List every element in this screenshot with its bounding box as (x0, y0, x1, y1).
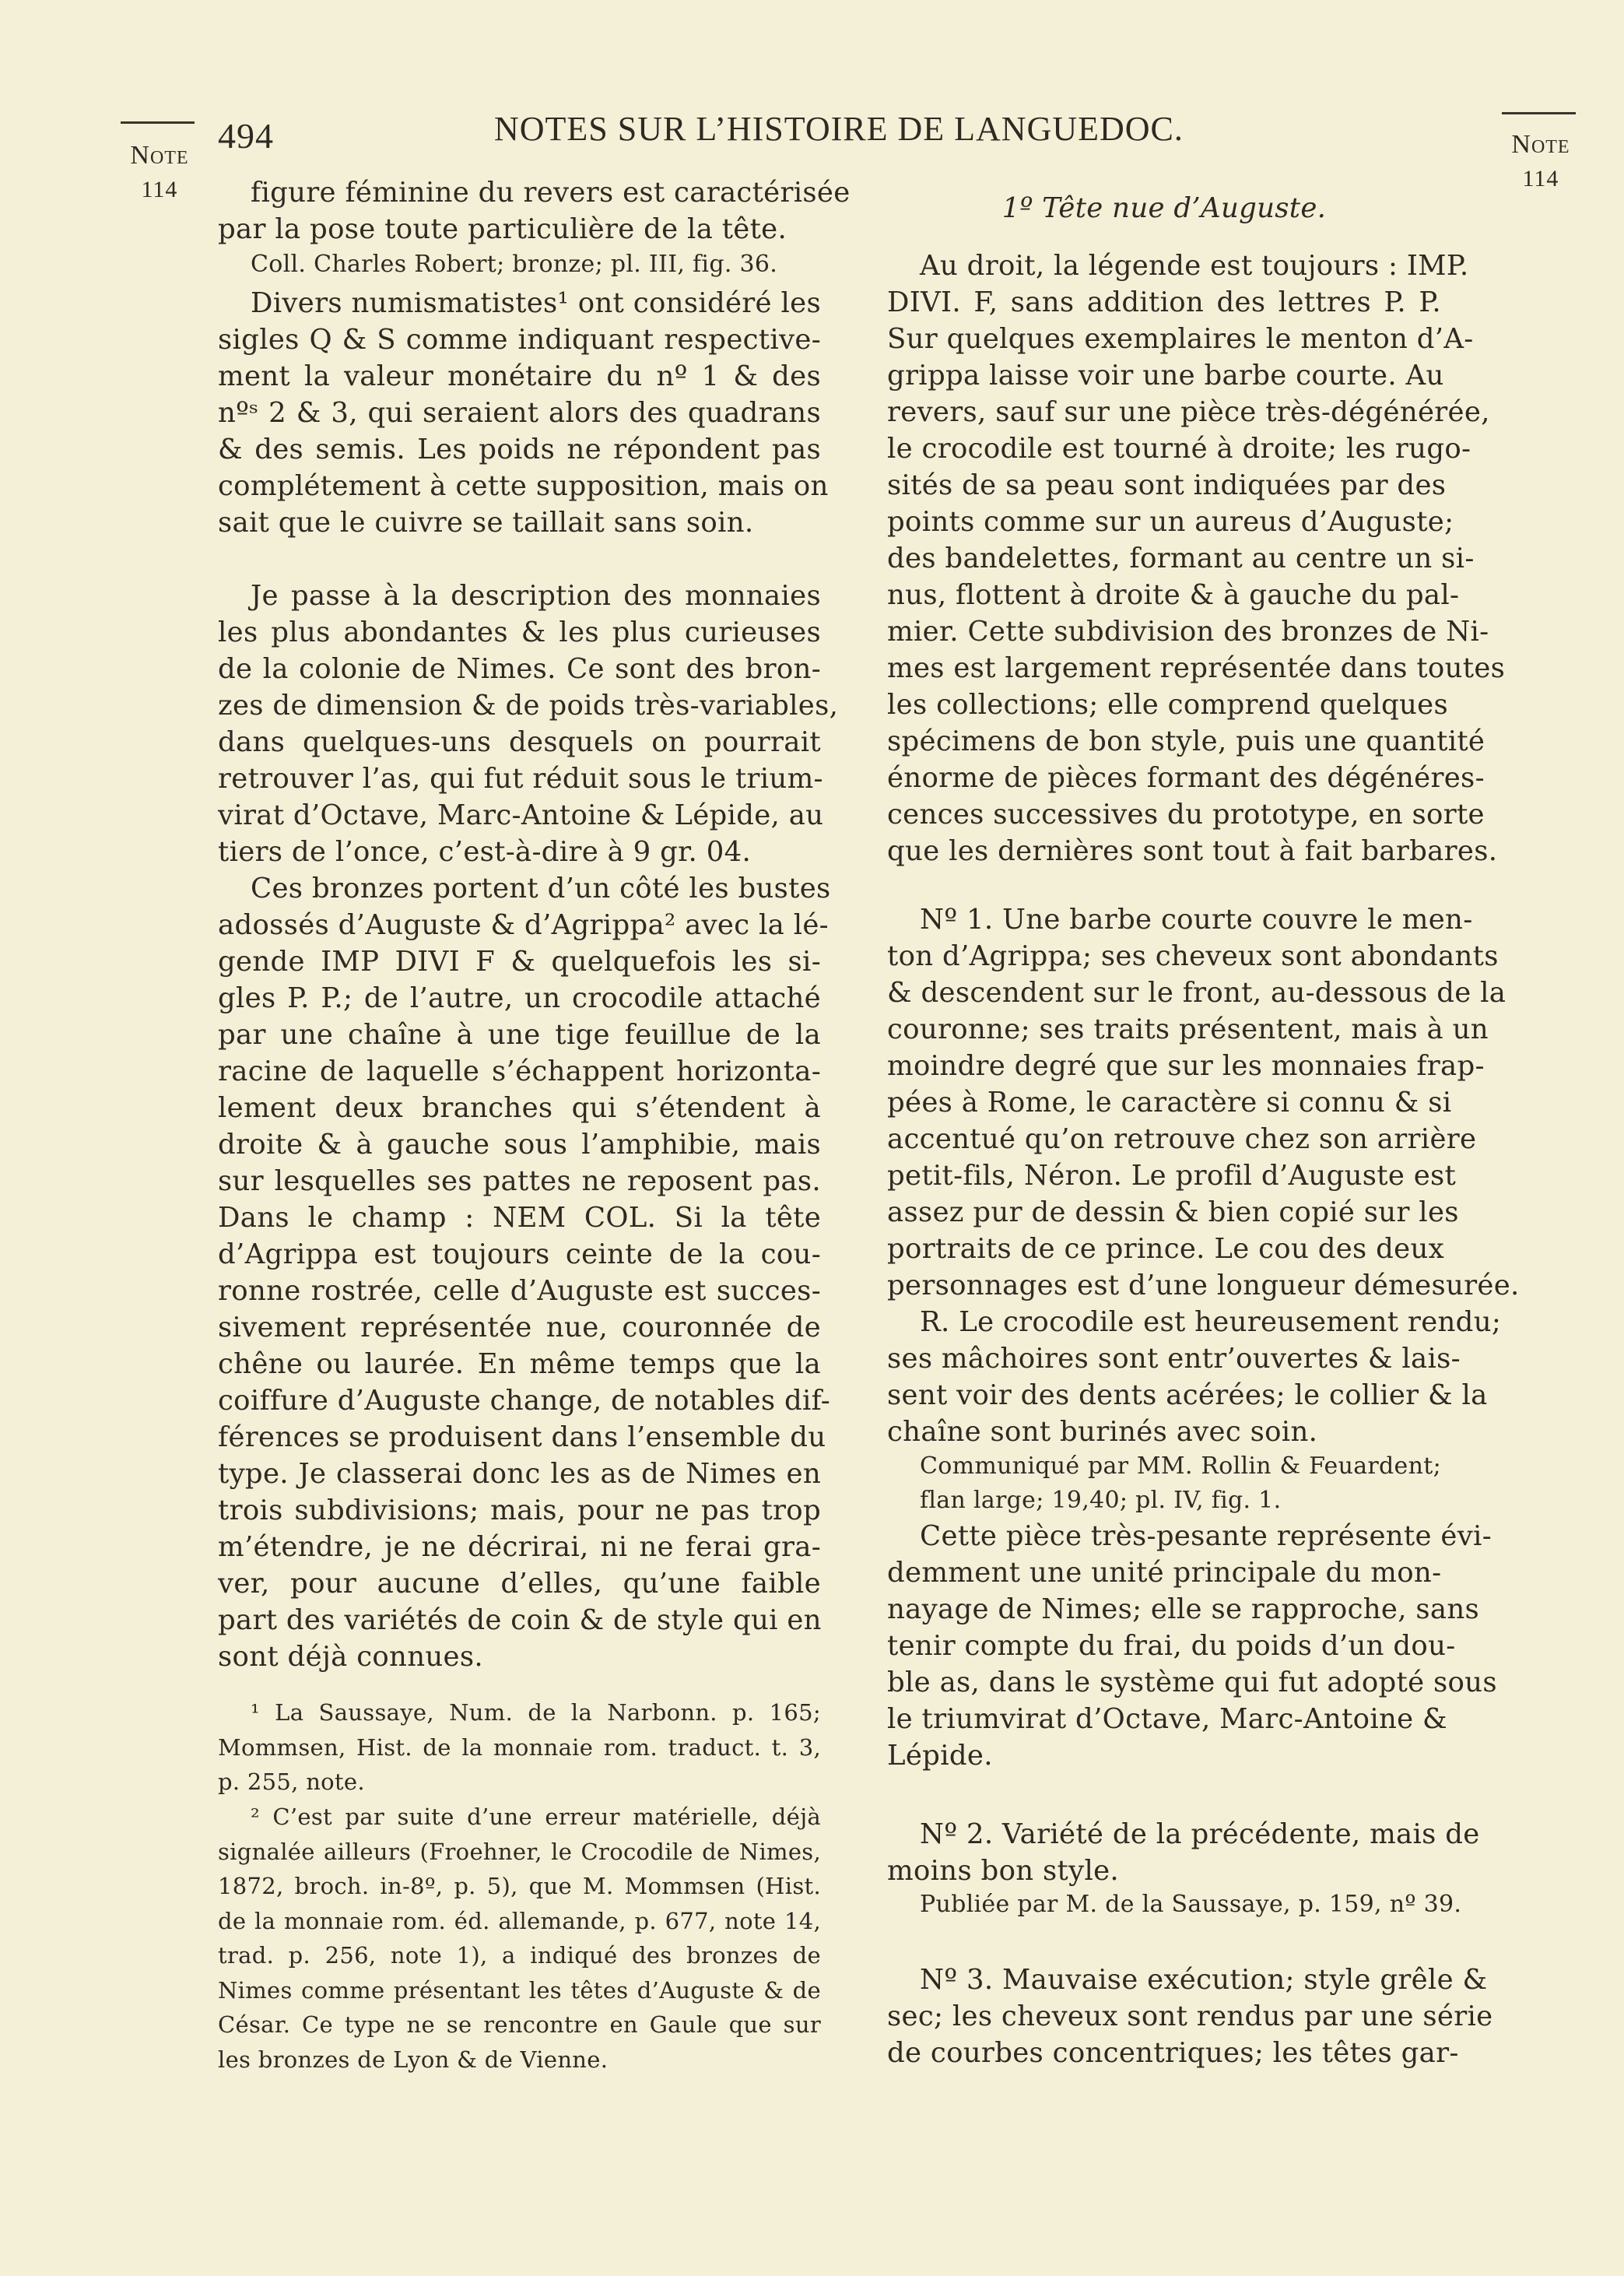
text-line: lement deux branches qui s’étendent à (218, 1092, 821, 1124)
text-line: mier. Cette subdivision des bronzes de Ni- (887, 616, 1489, 648)
text-line: ronne rostrée, celle d’Auguste est succes- (218, 1275, 821, 1307)
right-citation-1 (887, 1888, 1462, 1922)
page-number: 494 (218, 116, 274, 156)
margin-rule-left (121, 121, 195, 124)
text-line: le triumvirat d’Octave, Marc-Antoine & (887, 1703, 1447, 1735)
text-line: spécimens de bon style, puis une quantité (887, 725, 1485, 757)
text-line: que les dernières sont tout à fait barbares. (887, 835, 1498, 867)
text-line: sont déjà connues. (218, 1641, 483, 1673)
right-citation-0 (887, 1449, 1441, 1518)
text-line: p. 255, note. (218, 1768, 365, 1795)
text-line: Nº 2. Variété de la précédente, mais de (920, 1818, 1480, 1850)
text-line: de la colonie de Nimes. Ce sont des bron- (218, 653, 821, 685)
margin-note-label: Note (130, 141, 189, 170)
text-line: Publiée par M. de la Saussaye, p. 159, nº 39. (920, 1891, 1462, 1918)
text-line: dans quelques-uns desquels on pourrait (218, 726, 821, 758)
text-line: tenir compte du frai, du poids d’un dou- (887, 1630, 1456, 1662)
text-line: petit-fils, Néron. Le profil d’Auguste est (887, 1160, 1457, 1192)
text-line: Communiqué par MM. Rollin & Feuardent; (920, 1452, 1441, 1480)
text-line: Lépide. (887, 1740, 993, 1772)
right-para-0 (887, 248, 1506, 869)
text-line: Divers numismatistes¹ ont considéré les (251, 287, 821, 319)
text-line: Nº 1. Une barbe courte couvre le men- (920, 904, 1473, 936)
text-line: chaîne sont burinés avec soin. (887, 1416, 1318, 1448)
text-line: accentué qu’on retrouve chez son arrière (887, 1123, 1477, 1155)
text-line: gles P. P.; de l’autre, un crocodile attaché (218, 982, 821, 1014)
running-title: NOTES SUR L’HISTOIRE DE LANGUEDOC. (494, 110, 1184, 148)
text-line: Coll. Charles Robert; bronze; pl. III, fig. 36. (251, 251, 778, 278)
text-line: gende IMP DIVI F & quelquefois les si- (218, 946, 821, 978)
text-line: retrouver l’as, qui fut réduit sous le trium- (218, 763, 823, 795)
text-line: pées à Rome, le caractère si connu & si (887, 1087, 1452, 1119)
margin-note-right (1506, 128, 1576, 196)
text-line: assez pur de dessin & bien copié sur les (887, 1196, 1459, 1228)
text-line: moins bon style. (887, 1855, 1119, 1887)
text-line: d’Agrippa est toujours ceinte de la cou- (218, 1238, 821, 1270)
text-line: sigles Q & S comme indiquant respective- (218, 324, 821, 356)
text-line: Mommsen, Hist. de la monnaie rom. traduct. t. 3, (218, 1733, 821, 1761)
text-line: flan large; 19,40; pl. IV, fig. 1. (920, 1487, 1282, 1514)
margin-note-left (125, 139, 195, 207)
text-line: ble as, dans le système qui fut adopté sous (887, 1667, 1497, 1698)
text-line: R. Le crocodile est heureusement rendu; (920, 1306, 1502, 1338)
text-line: nºˢ 2 & 3, qui seraient alors des quadrans (218, 397, 821, 429)
text-line: cences successives du prototype, en sorte (887, 799, 1485, 831)
text-line: coiffure d’Auguste change, de notables dif- (218, 1385, 831, 1417)
text-line: sent voir des dents acérées; le collier & la (887, 1379, 1488, 1411)
text-line: sec; les cheveux sont rendus par une série (887, 2000, 1493, 2032)
text-line: ses mâchoires sont entr’ouvertes & lais- (887, 1343, 1461, 1375)
text-line: ² C’est par suite d’une erreur matérielle, déjà (251, 1804, 821, 1830)
text-line: Cette pièce très-pesante représente évi- (920, 1520, 1492, 1552)
left-para-2 (218, 578, 839, 870)
text-line: virat d’Octave, Marc-Antoine & Lépide, au (218, 799, 824, 831)
text-line: Nimes comme présentant les têtes d’Auguste & de (218, 1976, 821, 2004)
text-line: férences se produisent dans l’ensemble du (218, 1421, 826, 1453)
text-line: ¹ La Saussaye, Num. de la Narbonn. p. 165; (251, 1699, 821, 1726)
text-line: nayage de Nimes; elle se rapproche, sans (887, 1593, 1480, 1625)
text-line: signalée ailleurs (Froehner, le Crocodile de Nimes, (218, 1838, 821, 1865)
margin-note-number: 114 (141, 177, 178, 202)
text-line: les bronzes de Lyon & de Vienne. (218, 2046, 609, 2073)
text-line: adossés d’Auguste & d’Agrippa² avec la lé- (218, 909, 829, 941)
text-line: moindre degré que sur les monnaies frap- (887, 1050, 1485, 1082)
text-line: grippa laisse voir une barbe courte. Au (887, 360, 1444, 392)
right-para-revers (887, 1304, 1502, 1450)
text-line: énorme de pièces formant des dégénéres- (887, 762, 1485, 794)
text-line: trois subdivisions; mais, pour ne pas trop (218, 1495, 821, 1526)
text-line: sur lesquelles ses pattes ne reposent pas. (218, 1165, 821, 1197)
left-citation-0 (218, 248, 821, 282)
text-line: les collections; elle comprend quelques (887, 689, 1449, 721)
footnote-2 (218, 1800, 821, 2077)
text-line: de courbes concentriques; les têtes gar- (887, 2037, 1459, 2069)
text-line: 1º Tête nue d’Auguste. (1001, 192, 1327, 224)
text-line: sait que le cuivre se taillait sans soin. (218, 507, 754, 539)
text-line: complétement à cette supposition, mais on (218, 470, 829, 502)
text-line: 1872, broch. in-8º, p. 5), que M. Mommsen (Hist. (218, 1873, 821, 1899)
text-line: Je passe à la description des monnaies (251, 580, 821, 612)
text-line: part des variétés de coin & de style qui en (218, 1604, 822, 1636)
text-line: les plus abondantes & les plus curieuses (218, 616, 821, 648)
text-line: Sur quelques exemplaires le menton d’A- (887, 323, 1474, 355)
margin-note-label: Note (1511, 130, 1570, 159)
left-para-0 (218, 174, 851, 248)
left-para-3 (218, 870, 831, 1675)
text-line: sivement représentée nue, couronnée de (218, 1312, 821, 1343)
text-line: César. Ce type ne se rencontre en Gaule que sur (218, 2011, 821, 2038)
text-line: droite & à gauche sous l’amphibie, mais (218, 1129, 821, 1161)
margin-note-number: 114 (1522, 166, 1559, 191)
text-line: racine de laquelle s’échappent horizonta- (218, 1055, 821, 1087)
text-line: chêne ou laurée. En même temps que la (218, 1348, 821, 1380)
text-line: Dans le champ : NEM COL. Si la tête (218, 1202, 821, 1234)
text-line: DIVI. F, sans addition des lettres P. P. (887, 286, 1441, 318)
text-line: par une chaîne à une tige feuillue de la (218, 1019, 821, 1051)
text-line: personnages est d’une longueur démesurée. (887, 1270, 1520, 1301)
right-para-no3 (887, 1962, 1493, 2071)
right-para-no1 (887, 901, 1520, 1304)
text-line: sités de sa peau sont indiquées par des (887, 469, 1447, 501)
section-heading (887, 190, 1441, 227)
text-line: demment une unité principale du mon- (887, 1557, 1442, 1589)
text-line: portraits de ce prince. Le cou des deux (887, 1233, 1444, 1265)
text-line: & des semis. Les poids ne répondent pas (218, 434, 821, 465)
text-line: couronne; ses traits présentent, mais à un (887, 1013, 1489, 1045)
text-line: figure féminine du revers est caractérisée (251, 177, 851, 209)
text-line: ton d’Agrippa; ses cheveux sont abondants (887, 940, 1499, 972)
text-line: zes de dimension & de poids très-variables, (218, 690, 839, 722)
text-line: m’étendre, je ne décrirai, ni ne ferai gra- (218, 1531, 821, 1563)
text-line: Nº 3. Mauvaise exécution; style grêle & (920, 1964, 1488, 1996)
footnote-1 (218, 1695, 821, 1800)
text-line: Au droit, la légende est toujours : IMP. (920, 250, 1469, 282)
text-line: par la pose toute particulière de la tête. (218, 213, 787, 245)
text-line: points comme sur un aureus d’Auguste; (887, 506, 1454, 538)
text-line: Ces bronzes portent d’un côté les bustes (251, 873, 831, 904)
right-para-1 (887, 1518, 1497, 1774)
margin-rule-right (1502, 112, 1576, 114)
text-line: type. Je classerai donc les as de Nimes en (218, 1458, 821, 1490)
text-line: le crocodile est tourné à droite; les rugo- (887, 433, 1471, 465)
text-line: trad. p. 256, note 1), a indiqué des bronzes de (218, 1942, 821, 1969)
text-line: mes est largement représentée dans toutes (887, 652, 1506, 684)
text-line: revers, sauf sur une pièce très-dégénérée, (887, 396, 1490, 428)
text-line: nus, flottent à droite & à gauche du pal- (887, 579, 1460, 611)
right-para-no2 (887, 1816, 1480, 1889)
text-line: de la monnaie rom. éd. allemande, p. 677, note 14, (218, 1907, 821, 1934)
text-line: ment la valeur monétaire du nº 1 & des (218, 360, 821, 392)
text-line: tiers de l’once, c’est-à-dire à 9 gr. 04. (218, 836, 752, 868)
text-line: des bandelettes, formant au centre un si- (887, 543, 1475, 574)
text-line: ver, pour aucune d’elles, qu’une faible (218, 1568, 821, 1600)
left-para-1 (218, 285, 829, 541)
text-line: & descendent sur le front, au-dessous de la (887, 977, 1506, 1009)
